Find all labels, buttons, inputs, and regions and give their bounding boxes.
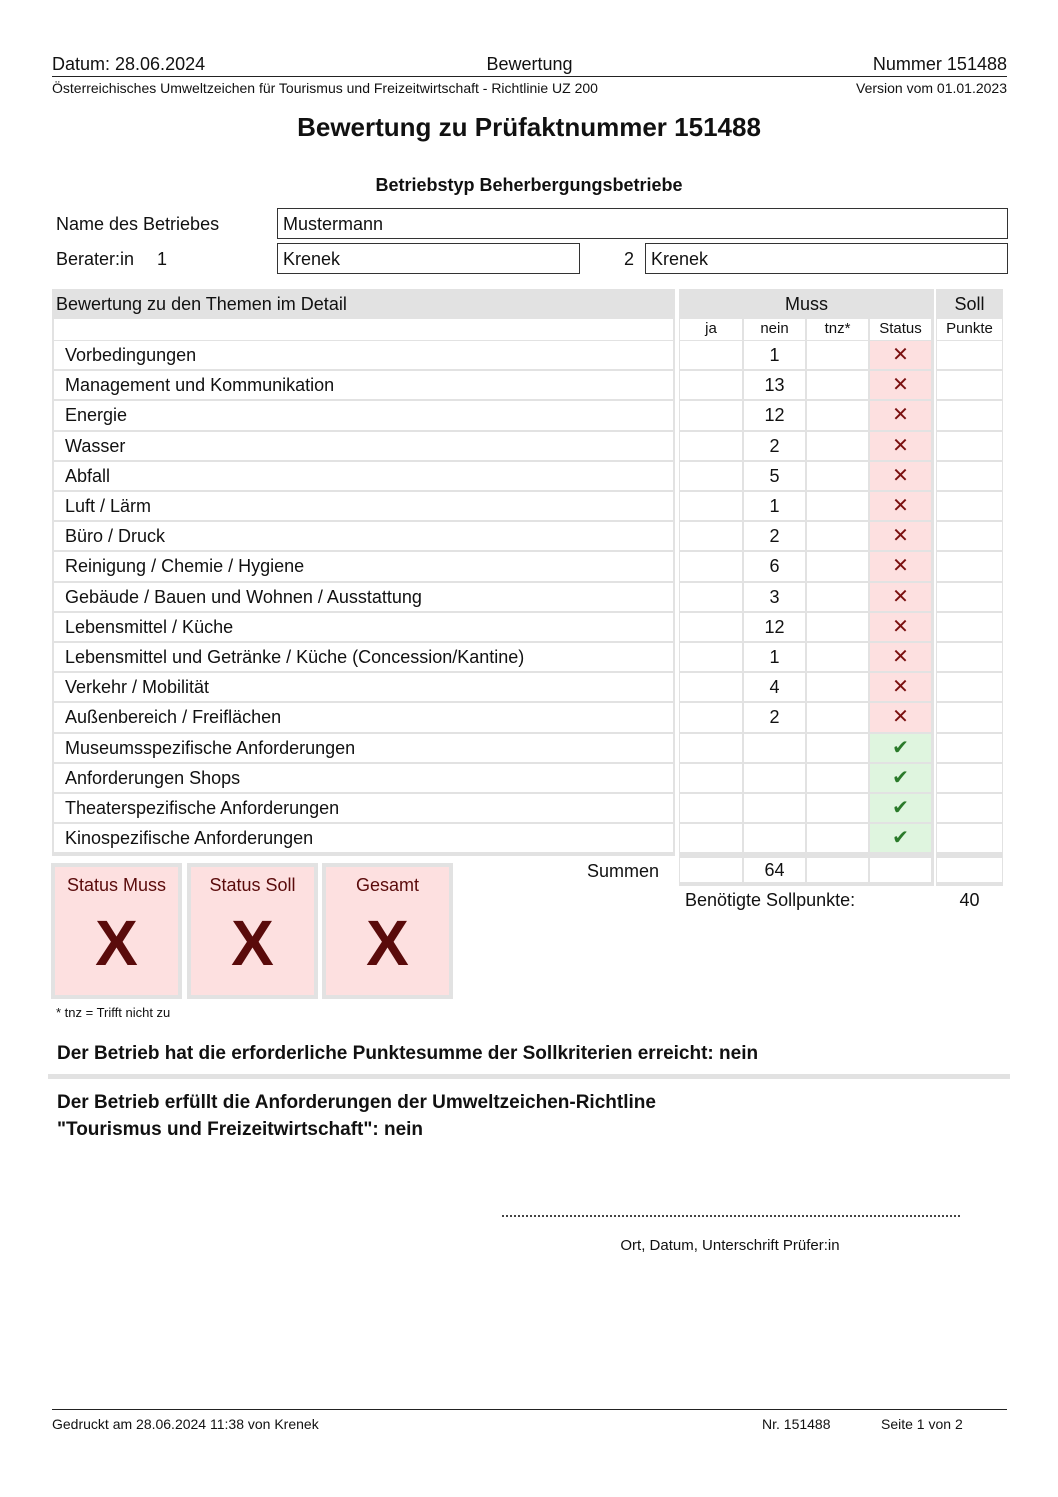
table-cell-tnz (807, 643, 868, 671)
table-cell-tnz (807, 462, 868, 490)
cross-icon: X (95, 907, 138, 979)
result-richtlinie (57, 1089, 656, 1143)
table-cell-nein: 1 (744, 492, 805, 520)
table-cell-ja (680, 462, 742, 490)
sum-cell-punkte (937, 858, 1002, 882)
table-cell-tnz (807, 824, 868, 852)
table-row-topic: Luft / Lärm (54, 492, 673, 520)
table-cell-ja (680, 583, 742, 611)
table-row-topic: Reinigung / Chemie / Hygiene (54, 552, 673, 580)
column-header-nein: nein (744, 319, 805, 340)
betriebstyp-heading: Betriebstyp Beherbergungsbetriebe (375, 175, 683, 195)
table-row-topic: Lebensmittel und Getränke / Küche (Concession/Kantine) (54, 643, 673, 671)
table-cell-nein: 2 (744, 522, 805, 550)
cross-icon: ✕ (870, 643, 931, 671)
footer-nr: Nr. 151488 (762, 1416, 831, 1432)
berater-2-field[interactable]: Krenek (645, 243, 1008, 274)
table-cell-ja (680, 794, 742, 822)
table-cell-ja (680, 764, 742, 792)
table-cell-nein: 3 (744, 583, 805, 611)
cross-icon: ✕ (870, 371, 931, 399)
name-label: Name des Betriebes (56, 214, 220, 234)
table-cell-punkte (937, 371, 1002, 399)
table-row-topic: Verkehr / Mobilität (54, 673, 673, 701)
status-card-label: Gesamt (355, 875, 420, 895)
table-cell-punkte (937, 613, 1002, 641)
column-header-status: Status (870, 319, 931, 340)
status-card-inner (55, 867, 178, 995)
status-card-label: Status Soll (209, 875, 296, 895)
table-cell-tnz (807, 492, 868, 520)
table-row-topic: Museumsspezifische Anforderungen (54, 734, 673, 762)
soll-header: Soll (954, 294, 985, 314)
subheader-blank (54, 319, 673, 340)
table-cell-nein (744, 764, 805, 792)
table-cell-ja (680, 492, 742, 520)
table-cell-punkte (937, 673, 1002, 701)
table-cell-tnz (807, 432, 868, 460)
table-cell-ja (680, 432, 742, 460)
check-icon: ✔ (870, 794, 931, 822)
table-cell-tnz (807, 371, 868, 399)
table-cell-tnz (807, 552, 868, 580)
section-header: Bewertung zu den Themen im Detail (56, 294, 347, 314)
table-cell-nein (744, 734, 805, 762)
page-header (52, 54, 1007, 77)
table-cell-ja (680, 371, 742, 399)
table-cell-punkte (937, 462, 1002, 490)
table-cell-ja (680, 643, 742, 671)
cross-icon: ✕ (870, 613, 931, 641)
table-cell-nein: 12 (744, 613, 805, 641)
check-icon: ✔ (870, 734, 931, 762)
table-cell-punkte (937, 794, 1002, 822)
berater-label: Berater:in (56, 249, 135, 269)
table-cell-tnz (807, 583, 868, 611)
table-cell-ja (680, 703, 742, 731)
name-field[interactable]: Mustermann (277, 208, 1008, 239)
status-card-2 (187, 863, 318, 999)
signature-line (502, 1215, 960, 1217)
table-row-topic: Anforderungen Shops (54, 764, 673, 792)
table-cell-punkte (937, 734, 1002, 762)
table-row-topic: Wasser (54, 432, 673, 460)
cross-icon: ✕ (870, 703, 931, 731)
table-cell-tnz (807, 734, 868, 762)
cross-icon: ✕ (870, 401, 931, 429)
column-header-ja: ja (680, 319, 742, 340)
status-card-inner (326, 867, 449, 995)
sum-cell-status (870, 858, 931, 882)
table-cell-nein (744, 794, 805, 822)
table-row-topic: Lebensmittel / Küche (54, 613, 673, 641)
table-cell-tnz (807, 613, 868, 641)
table-cell-punkte (937, 703, 1002, 731)
tnz-footnote: * tnz = Trifft nicht zu (56, 1005, 171, 1020)
cross-icon: X (231, 907, 274, 979)
table-cell-tnz (807, 522, 868, 550)
table-cell-nein: 1 (744, 341, 805, 369)
header-center: Bewertung (486, 54, 573, 74)
status-card-3 (322, 863, 453, 999)
table-cell-tnz (807, 794, 868, 822)
sum-cell-ja (680, 858, 742, 882)
table-cell-nein: 13 (744, 371, 805, 399)
column-header-punkte: Punkte (937, 319, 1002, 340)
cross-icon: ✕ (870, 432, 931, 460)
table-cell-nein: 6 (744, 552, 805, 580)
cross-icon: ✕ (870, 552, 931, 580)
berater-1-number: 1 (157, 249, 168, 269)
result-richtlinie-line2: "Tourismus und Freizeitwirtschaft": nein (57, 1119, 424, 1140)
berater-2-number: 2 (624, 249, 635, 269)
table-cell-nein (744, 824, 805, 852)
table-cell-ja (680, 734, 742, 762)
check-icon: ✔ (870, 824, 931, 852)
table-row-topic: Theaterspezifische Anforderungen (54, 794, 673, 822)
table-cell-punkte (937, 824, 1002, 852)
table-row-topic: Vorbedingungen (54, 341, 673, 369)
table-cell-punkte (937, 401, 1002, 429)
table-cell-nein: 2 (744, 703, 805, 731)
status-card-label: Status Muss (66, 875, 167, 895)
table-cell-tnz (807, 764, 868, 792)
cross-icon: ✕ (870, 492, 931, 520)
table-cell-nein: 1 (744, 643, 805, 671)
page-title: Bewertung zu Prüfaktnummer 151488 (297, 112, 761, 142)
table-cell-nein: 4 (744, 673, 805, 701)
table-cell-punkte (937, 643, 1002, 671)
sum-label: Summen (586, 861, 659, 882)
cross-icon: ✕ (870, 341, 931, 369)
table-cell-nein: 12 (744, 401, 805, 429)
header-version: Version vom 01.01.2023 (856, 80, 1007, 96)
result-sollpunkte: Der Betrieb hat die erforderliche Punktesumme der Sollkriterien erreicht: nein (57, 1043, 759, 1064)
footer-page: Seite 1 von 2 (881, 1416, 963, 1432)
footer-divider (52, 1409, 1007, 1410)
table-cell-punkte (937, 432, 1002, 460)
table-row-topic: Management und Kommunikation (54, 371, 673, 399)
cross-icon: X (366, 907, 409, 979)
result-divider (48, 1074, 1010, 1079)
status-card-1 (51, 863, 182, 999)
table-cell-ja (680, 673, 742, 701)
result-richtlinie-line1: Der Betrieb erfüllt die Anforderungen der Umweltzeichen-Richtline (57, 1092, 656, 1113)
table-cell-punkte (937, 341, 1002, 369)
table-cell-ja (680, 341, 742, 369)
cross-icon: ✕ (870, 583, 931, 611)
sum-cell-nein: 64 (744, 858, 805, 882)
table-cell-punkte (937, 583, 1002, 611)
cross-icon: ✕ (870, 673, 931, 701)
table-row-topic: Abfall (54, 462, 673, 490)
table-row-topic: Gebäude / Bauen und Wohnen / Ausstattung (54, 583, 673, 611)
table-cell-ja (680, 522, 742, 550)
header-date: Datum: 28.06.2024 (52, 54, 206, 74)
column-header-tnz: tnz* (807, 319, 868, 340)
table-cell-ja (680, 824, 742, 852)
table-cell-ja (680, 552, 742, 580)
table-cell-tnz (807, 673, 868, 701)
table-cell-punkte (937, 764, 1002, 792)
table-row-topic: Außenbereich / Freiflächen (54, 703, 673, 731)
muss-header: Muss (784, 294, 828, 314)
header-subtitle: Österreichisches Umweltzeichen für Tourismus und Freizeitwirtschaft - Richtlinie UZ 200 (52, 80, 598, 96)
table-cell-ja (680, 613, 742, 641)
cross-icon: ✕ (870, 522, 931, 550)
page-subheader (52, 80, 1007, 98)
table-cell-punkte (937, 552, 1002, 580)
header-number: Nummer 151488 (872, 54, 1007, 74)
status-card-inner (191, 867, 314, 995)
needed-points-value: 40 (959, 890, 980, 911)
needed-points-label: Benötigte Sollpunkte: (685, 890, 856, 911)
table-cell-tnz (807, 703, 868, 731)
table-cell-tnz (807, 401, 868, 429)
table-cell-tnz (807, 341, 868, 369)
table-cell-punkte (937, 522, 1002, 550)
table-row-topic: Kinospezifische Anforderungen (54, 824, 673, 852)
cross-icon: ✕ (870, 462, 931, 490)
signature-label: Ort, Datum, Unterschrift Prüfer:in (620, 1237, 840, 1254)
footer-printed: Gedruckt am 28.06.2024 11:38 von Krenek (52, 1416, 319, 1432)
table-row-topic: Büro / Druck (54, 522, 673, 550)
table-cell-nein: 5 (744, 462, 805, 490)
table-cell-nein: 2 (744, 432, 805, 460)
table-cell-ja (680, 401, 742, 429)
check-icon: ✔ (870, 764, 931, 792)
table-cell-punkte (937, 492, 1002, 520)
sum-cell-tnz (807, 858, 868, 882)
table-row-topic: Energie (54, 401, 673, 429)
berater-1-field[interactable]: Krenek (277, 243, 580, 274)
